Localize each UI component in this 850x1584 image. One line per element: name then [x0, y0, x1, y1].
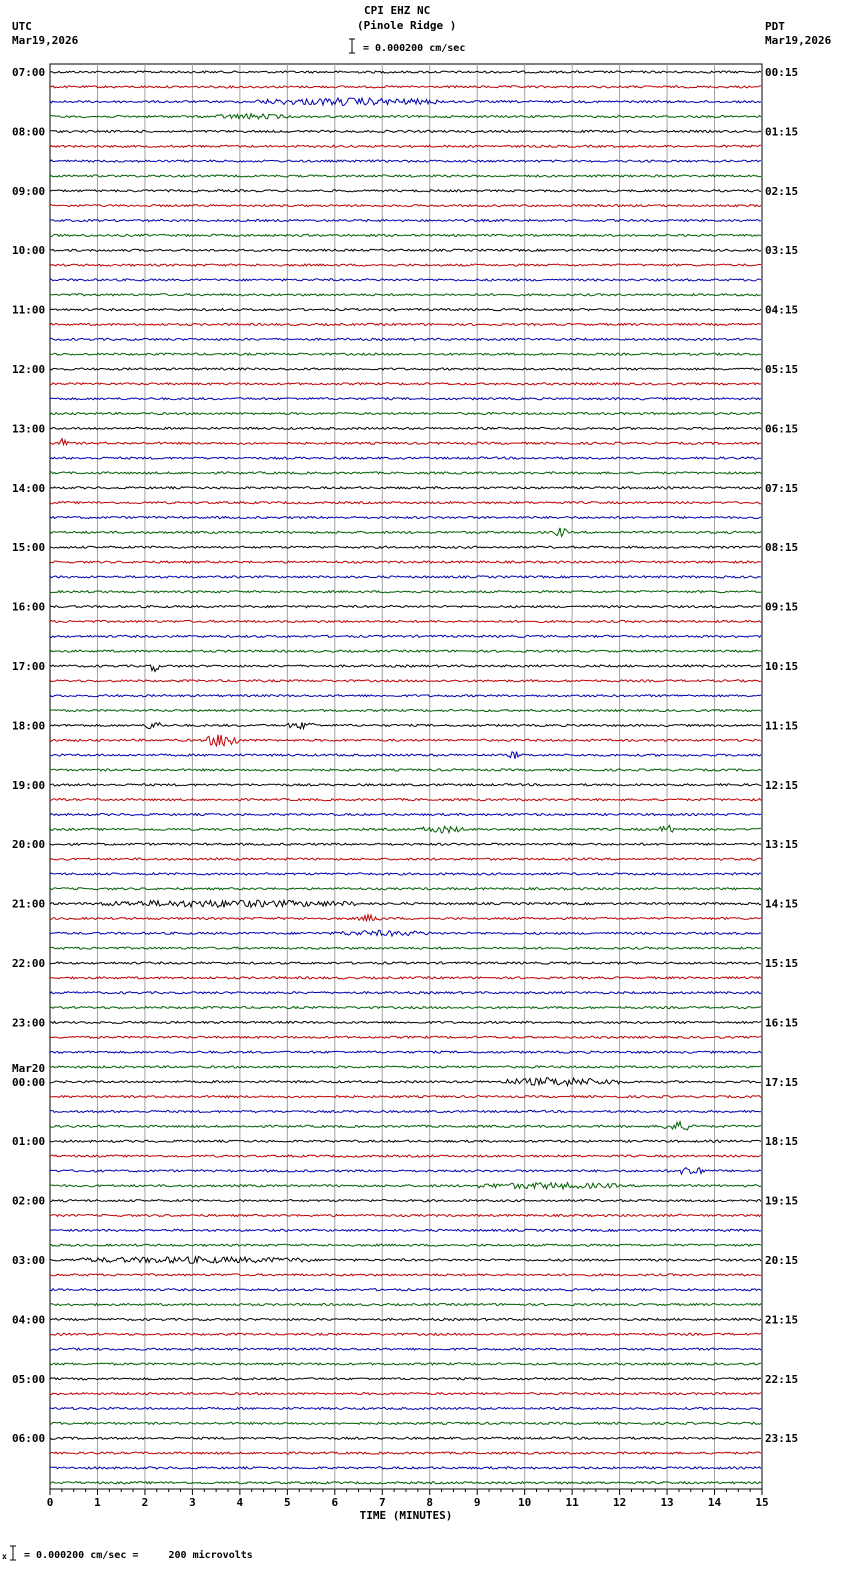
x-tick-label: 1: [94, 1496, 101, 1509]
left-hour-label: 05:00: [12, 1372, 46, 1386]
right-hour-label: 00:15: [765, 66, 799, 79]
trace-row-11: [50, 234, 761, 236]
trace-row-89: [50, 1393, 761, 1395]
right-hour-label: 14:15: [765, 897, 799, 911]
x-tick-label: 6: [331, 1496, 339, 1509]
left-hour-label: 02:00: [12, 1194, 46, 1208]
left-hour-label: 00:00: [12, 1075, 46, 1089]
right-hour-label: 16:15: [765, 1016, 799, 1030]
x-tick-label: 14: [707, 1496, 722, 1509]
trace-row-4: [50, 130, 761, 132]
trace-row-48: [50, 784, 761, 786]
left-timezone: UTC: [12, 20, 32, 33]
trace-row-50: [50, 813, 761, 815]
trace-row-33: [50, 561, 761, 563]
trace-row-79: [50, 1244, 761, 1246]
trace-row-47: [50, 769, 761, 771]
x-tick-label: 11: [565, 1496, 579, 1509]
trace-row-5: [50, 145, 761, 147]
trace-row-29: [50, 502, 761, 504]
trace-row-32: [50, 546, 761, 548]
x-tick-label: 3: [189, 1496, 196, 1509]
left-hour-label: 19:00: [12, 778, 46, 792]
trace-row-9: [50, 205, 761, 207]
trace-row-6: [50, 160, 761, 162]
right-hour-label: 17:15: [765, 1075, 799, 1089]
right-hour-label: 04:15: [765, 303, 799, 317]
trace-row-64: [50, 1021, 761, 1023]
trace-row-65: [50, 1036, 761, 1038]
left-hour-label: 21:00: [12, 897, 46, 911]
trace-row-54: [50, 873, 761, 875]
trace-row-88: [50, 1378, 761, 1380]
left-hour-label: 03:00: [12, 1254, 46, 1267]
trace-row-44: [50, 722, 761, 728]
trace-row-25: [50, 439, 761, 445]
trace-row-23: [50, 413, 761, 415]
left-hour-label: 16:00: [12, 600, 46, 614]
right-hour-label: 18:15: [765, 1135, 799, 1149]
left-hour-label: 04:00: [12, 1313, 46, 1327]
trace-row-73: [50, 1155, 761, 1157]
trace-row-95: [50, 1482, 761, 1484]
trace-row-41: [50, 680, 761, 682]
trace-row-7: [50, 175, 761, 177]
right-hour-label: 03:15: [765, 244, 799, 258]
trace-row-26: [50, 457, 761, 459]
right-hour-label: 02:15: [765, 184, 799, 198]
right-hour-label: 15:15: [765, 957, 799, 970]
trace-row-24: [50, 427, 761, 429]
trace-row-39: [50, 650, 761, 652]
x-tick-label: 9: [473, 1496, 481, 1509]
trace-row-28: [50, 487, 761, 489]
x-tick-label: 5: [284, 1496, 291, 1509]
trace-row-35: [50, 591, 761, 593]
trace-row-3: [50, 114, 761, 119]
right-hour-label: 21:15: [765, 1313, 799, 1327]
header-scale-text: = 0.000200 cm/sec: [363, 43, 466, 54]
trace-row-10: [50, 219, 761, 221]
left-hour-label: 07:00: [12, 66, 46, 79]
trace-row-0: [50, 71, 761, 73]
trace-row-51: [50, 825, 761, 833]
x-tick-label: 13: [660, 1496, 674, 1509]
trace-row-42: [50, 695, 761, 697]
x-axis-label: TIME (MINUTES): [359, 1509, 453, 1522]
right-hour-label: 05:15: [765, 363, 799, 376]
trace-row-77: [50, 1214, 761, 1216]
trace-row-49: [50, 799, 761, 801]
x-tick-label: 15: [755, 1496, 769, 1509]
right-hour-label: 06:15: [765, 422, 799, 436]
trace-row-46: [50, 752, 761, 759]
left-hour-label: 20:00: [12, 838, 46, 852]
trace-row-37: [50, 620, 761, 622]
left-hour-label: 18:00: [12, 719, 46, 733]
trace-row-20: [50, 368, 761, 370]
left-hour-label: 15:00: [12, 541, 46, 555]
right-hour-label: 08:15: [765, 541, 799, 555]
trace-row-85: [50, 1333, 761, 1335]
trace-row-34: [50, 576, 761, 578]
right-hour-label: 13:15: [765, 838, 799, 852]
right-hour-label: 07:15: [765, 481, 799, 495]
trace-row-38: [50, 635, 761, 637]
left-hour-label: 06:00: [12, 1432, 46, 1446]
trace-row-76: [50, 1200, 761, 1202]
trace-row-82: [50, 1289, 761, 1291]
trace-row-17: [50, 323, 761, 325]
x-tick-label: 12: [612, 1496, 627, 1509]
right-hour-label: 10:15: [765, 660, 799, 673]
trace-row-58: [50, 930, 761, 936]
left-hour-label: 17:00: [12, 660, 46, 673]
x-tick-label: 10: [518, 1496, 532, 1509]
trace-row-78: [50, 1229, 761, 1231]
trace-row-55: [50, 888, 761, 890]
trace-row-94: [50, 1467, 761, 1469]
footer-scale-bar-icon: [9, 1545, 17, 1561]
trace-row-83: [50, 1304, 761, 1306]
trace-row-31: [50, 528, 761, 537]
trace-row-67: [50, 1066, 761, 1068]
right-hour-label: 11:15: [765, 719, 799, 733]
right-hour-label: 12:15: [765, 778, 799, 792]
x-tick-label: 7: [378, 1496, 386, 1509]
trace-row-61: [50, 977, 761, 979]
trace-row-12: [50, 249, 761, 251]
left-hour-label: 23:00: [12, 1016, 46, 1030]
trace-row-16: [50, 309, 761, 311]
trace-row-81: [50, 1274, 761, 1276]
trace-row-36: [50, 606, 761, 608]
trace-row-52: [50, 843, 761, 845]
trace-row-15: [50, 294, 761, 296]
trace-row-92: [50, 1437, 761, 1439]
trace-row-30: [50, 516, 761, 518]
trace-row-93: [50, 1452, 761, 1454]
station-name: (Pinole Ridge ): [357, 19, 457, 32]
left-hour-label: 12:00: [12, 363, 46, 376]
trace-row-22: [50, 398, 761, 400]
left-hour-label: 13:00: [12, 422, 46, 436]
right-hour-label: 09:15: [765, 600, 799, 614]
trace-row-57: [50, 915, 761, 921]
trace-row-19: [50, 353, 761, 355]
station-line: CPI EHZ NC: [364, 4, 431, 17]
trace-row-91: [50, 1422, 761, 1424]
trace-row-90: [50, 1407, 761, 1409]
left-hour-label: 01:00: [12, 1135, 46, 1149]
left-hour-label: 14:00: [12, 481, 46, 495]
trace-row-63: [50, 1007, 761, 1009]
trace-row-59: [50, 947, 761, 949]
day-change-label: Mar20: [12, 1061, 46, 1075]
trace-row-60: [50, 962, 761, 964]
x-tick-label: 2: [141, 1496, 149, 1509]
trace-row-68: [50, 1078, 761, 1086]
trace-row-18: [50, 338, 761, 340]
right-date: Mar19,2026: [765, 34, 832, 47]
right-hour-label: 19:15: [765, 1194, 799, 1208]
left-hour-label: 08:00: [12, 125, 46, 139]
x-tick-label: 4: [236, 1496, 244, 1509]
trace-row-72: [50, 1140, 761, 1142]
trace-row-70: [50, 1110, 761, 1112]
trace-row-2: [50, 98, 761, 105]
trace-row-74: [50, 1168, 761, 1175]
x-tick-label: 0: [46, 1496, 54, 1509]
trace-row-8: [50, 190, 761, 192]
trace-row-43: [50, 710, 761, 712]
x-tick-label: 8: [426, 1496, 434, 1509]
trace-row-27: [50, 472, 761, 474]
trace-row-71: [50, 1122, 761, 1130]
right-hour-label: 01:15: [765, 125, 799, 139]
right-timezone: PDT: [765, 20, 785, 33]
trace-row-66: [50, 1051, 761, 1053]
trace-row-21: [50, 383, 761, 385]
trace-row-84: [50, 1318, 761, 1320]
left-hour-label: 10:00: [12, 244, 46, 258]
left-date: Mar19,2026: [12, 34, 79, 47]
left-hour-label: 11:00: [12, 303, 46, 317]
left-hour-label: 09:00: [12, 184, 46, 198]
left-hour-label: 22:00: [12, 957, 46, 970]
trace-row-75: [50, 1183, 761, 1189]
footer-scale-text: = 0.000200 cm/sec = 200 microvolts: [24, 1550, 253, 1561]
right-hour-label: 22:15: [765, 1372, 799, 1386]
trace-row-62: [50, 992, 761, 994]
trace-row-13: [50, 264, 761, 266]
trace-row-45: [50, 735, 761, 746]
trace-row-1: [50, 86, 761, 88]
trace-row-40: [50, 665, 761, 672]
trace-row-86: [50, 1348, 761, 1350]
right-hour-label: 23:15: [765, 1432, 799, 1446]
trace-row-14: [50, 279, 761, 281]
trace-row-56: [50, 900, 761, 907]
trace-row-69: [50, 1096, 761, 1098]
right-hour-label: 20:15: [765, 1254, 799, 1267]
footer-prefix: x: [2, 1552, 7, 1561]
trace-row-80: [50, 1257, 761, 1264]
trace-row-87: [50, 1363, 761, 1365]
trace-row-53: [50, 858, 761, 860]
